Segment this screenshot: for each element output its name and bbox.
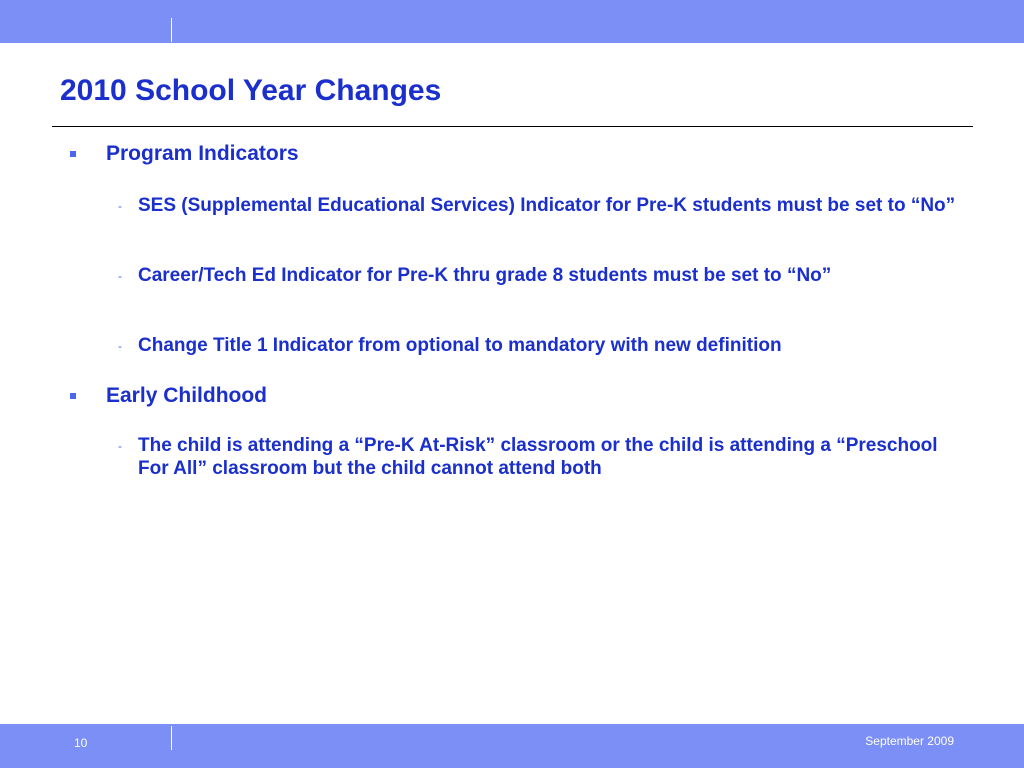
section-heading-early-childhood: Early Childhood <box>106 384 268 407</box>
list-item: Career/Tech Ed Indicator for Pre-K thru grade 8 students must be set to “No” <box>138 265 832 286</box>
dash-bullet-icon: - <box>118 339 122 353</box>
footer-divider <box>171 726 172 750</box>
slide-title: 2010 School Year Changes <box>60 74 442 107</box>
dash-bullet-icon: - <box>118 199 122 213</box>
list-item: The child is attending a “Pre-K At-Risk” classroom or the child is attending a “Preschool For All” classroom but the child cannot attend both <box>138 435 938 479</box>
title-underline <box>52 126 973 127</box>
list-item: SES (Supplemental Educational Services) Indicator for Pre-K students must be set to “No” <box>138 195 956 216</box>
header-divider <box>171 18 172 42</box>
list-item: Change Title 1 Indicator from optional to mandatory with new definition <box>138 335 782 356</box>
dash-bullet-icon: - <box>118 439 122 453</box>
square-bullet-icon <box>70 151 76 157</box>
page-number: 10 <box>74 736 88 750</box>
square-bullet-icon <box>70 393 76 399</box>
section-heading-program-indicators: Program Indicators <box>106 142 299 165</box>
footer-band <box>0 724 1024 768</box>
dash-bullet-icon: - <box>118 269 122 283</box>
header-band <box>0 0 1024 43</box>
footer-date: September 2009 <box>865 734 954 748</box>
